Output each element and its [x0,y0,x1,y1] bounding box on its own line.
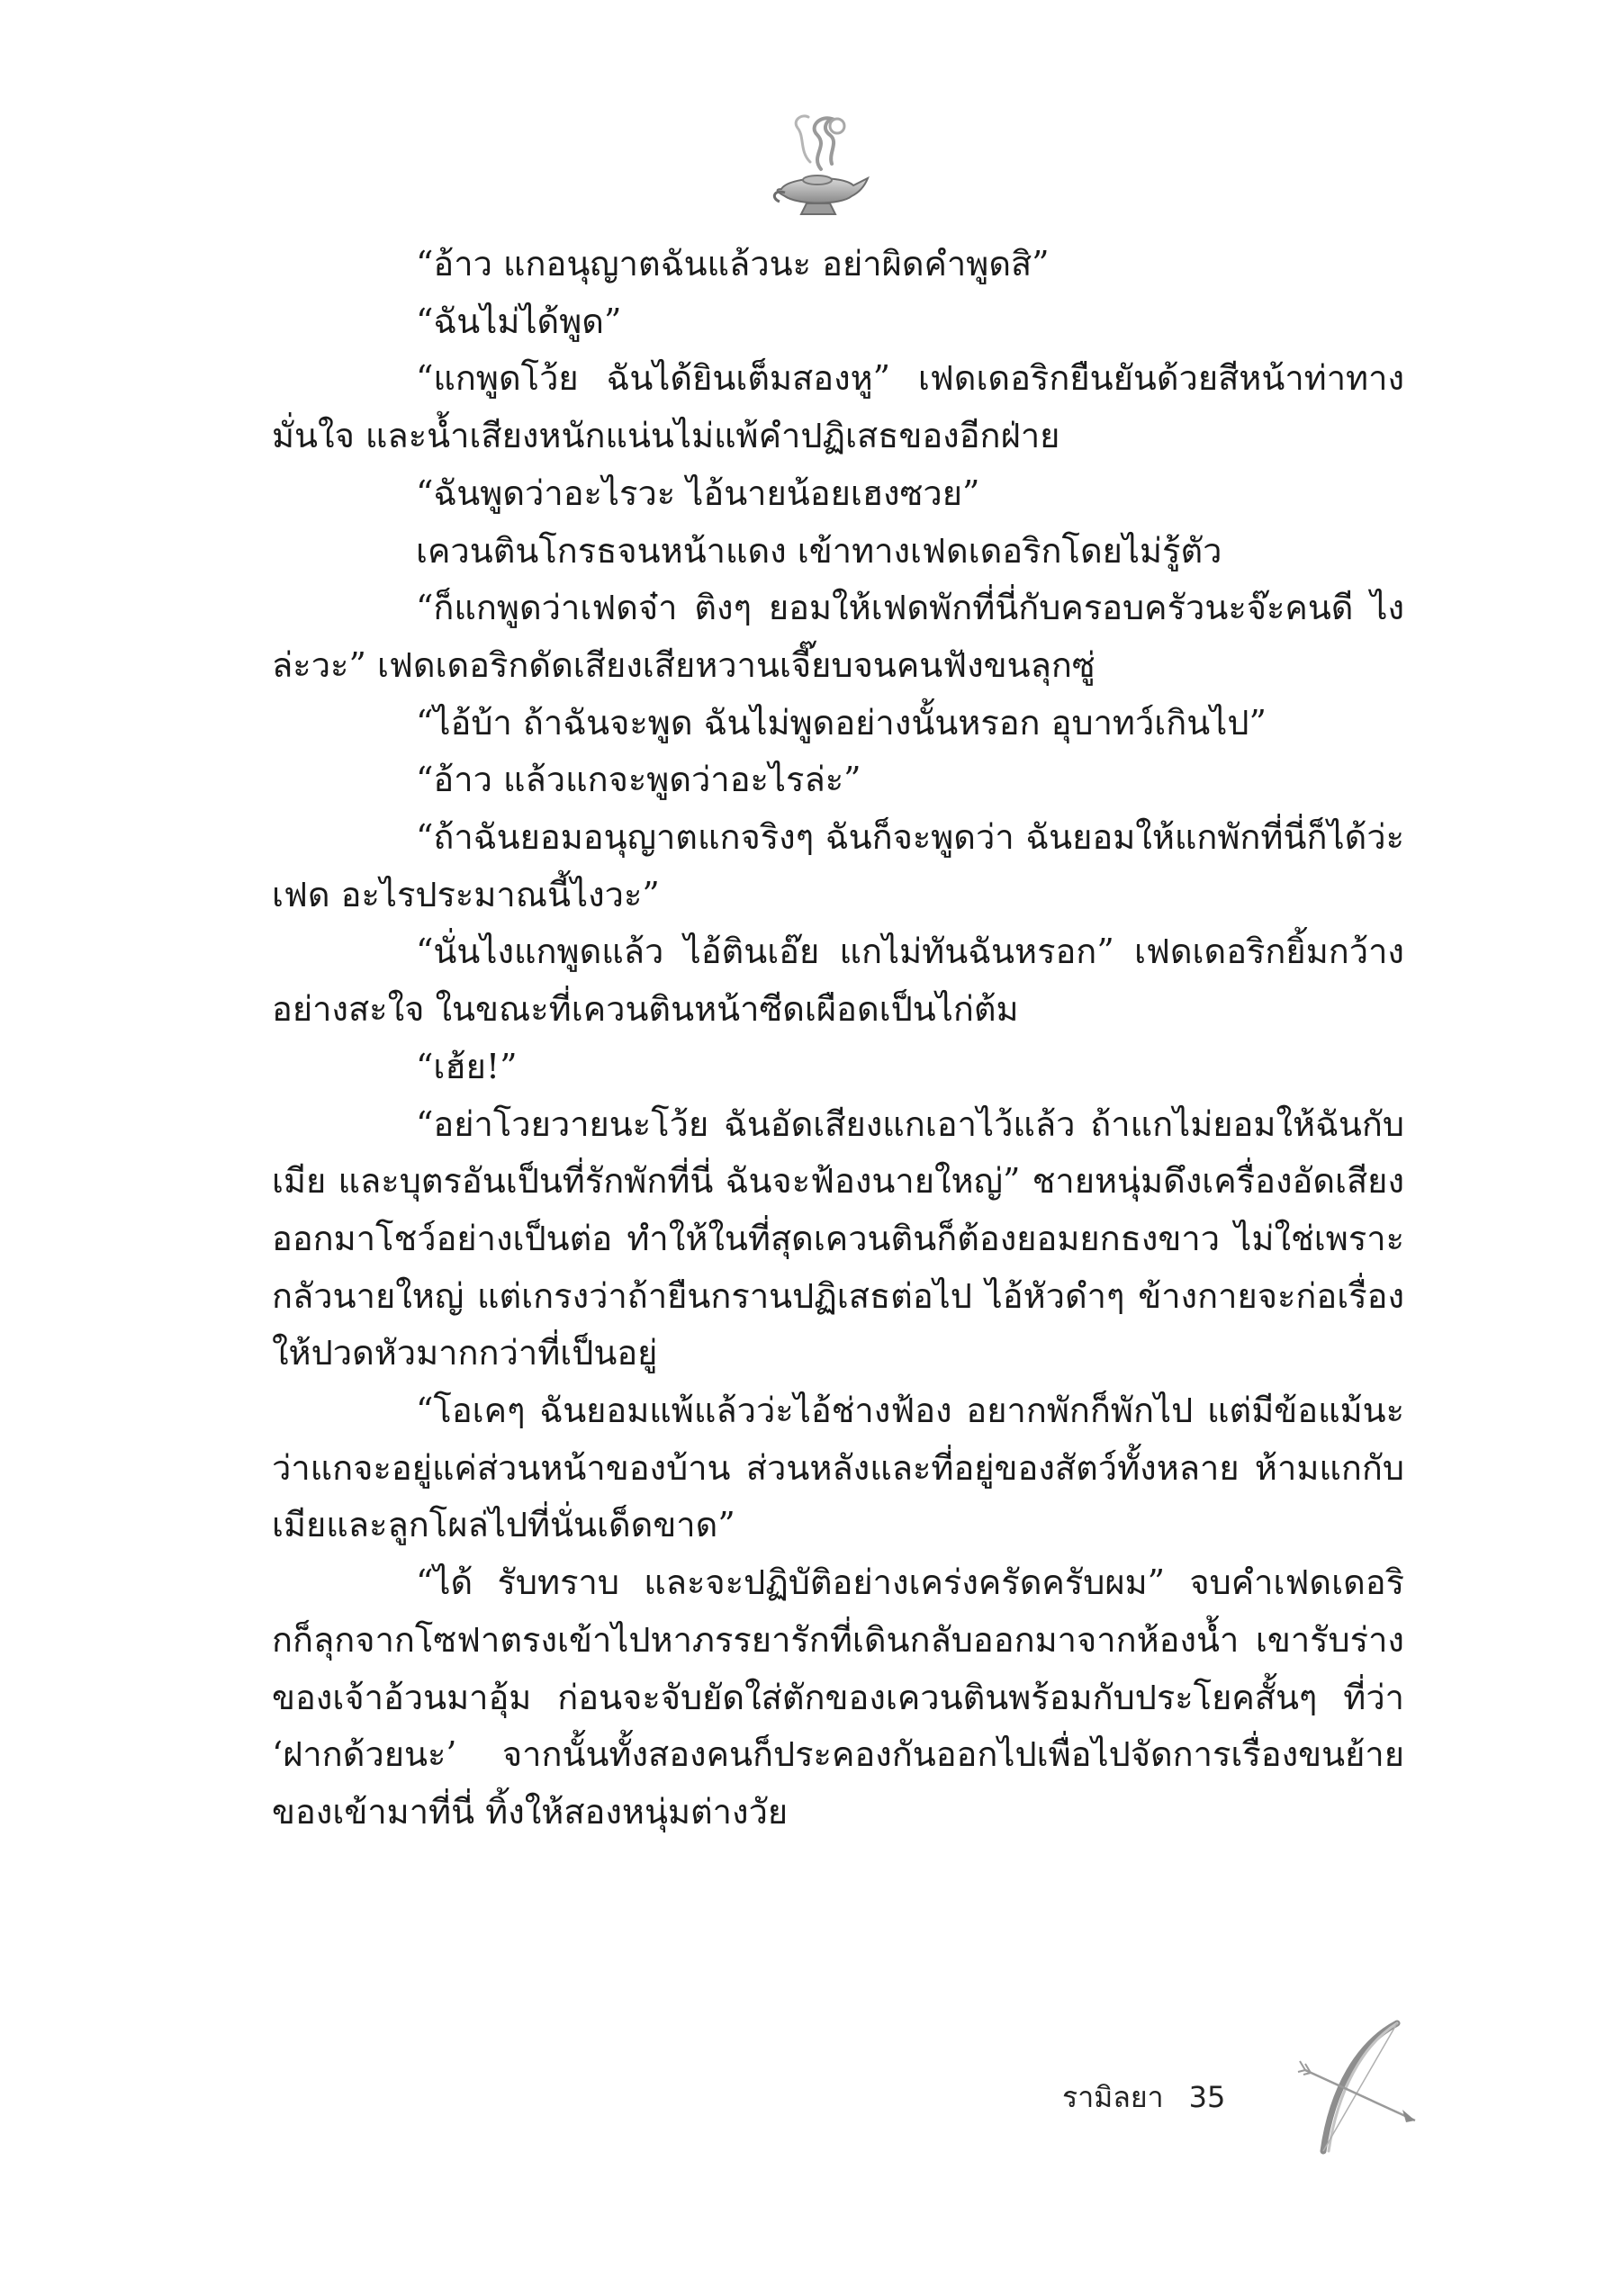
paragraph: “เฮ้ย!” [416,1046,518,1086]
paragraph: “นั่นไงแกพูดแล้ว ไอ้ตินเอ๊ย แกไม่ทันฉันหรอก” เฟดเดอริกยิ้มกว้างอย่างสะใจ ในขณะที่เควนตินหน้าซีดเผือดเป็นไก่ต้ม [272,932,1404,1030]
paragraph: “ฉันไม่ได้พูด” [416,301,622,341]
page-footer [1062,2070,1225,2124]
paragraph: “ก็แกพูดว่าเฟดจ๋า ติงๆ ยอมให้เฟดพักที่นี่กับครอบครัวนะจ๊ะคนดี ไงล่ะวะ” เฟดเดอริกดัดเสียงเสียหวานเจี๊ยบจนคนฟังขนลุกซู่ [272,588,1404,685]
paragraph: “อ้าว แล้วแกจะพูดว่าอะไรล่ะ” [416,760,861,800]
paragraph: “ถ้าฉันยอมอนุญาตแกจริงๆ ฉันก็จะพูดว่า ฉันยอมให้แกพักที่นี่ก็ได้ว่ะเฟด อะไรประมาณนี้ไงวะ” [272,817,1404,914]
bow-and-arrow-icon [1296,2016,1422,2160]
body-text [272,236,1404,1841]
paragraph: “อ้าว แกอนุญาตฉันแล้วนะ อย่าผิดคำพูดสิ” [416,244,1050,284]
paragraph: “อย่าโวยวายนะโว้ย ฉันอัดเสียงแกเอาไว้แล้ว ถ้าแกไม่ยอมให้ฉันกับเมีย และบุตรอันเป็นที่รักพักที่นี่ ฉันจะฟ้องนายใหญ่” ชายหนุ่มดึงเครื่องอัดเสียงออกมาโชว์อย่างเป็นต่อ ทำให้ในที่สุดเควนตินก็ต้องยอมยกธงขาว ไม่ใช่เพราะกลัวนายใหญ่ แต่เกรงว่าถ้ายืนกรานปฏิเสธต่อไป ไอ้หัวดำๆ ข้างกายจะก่อเรื่องให้ปวดหัวมากกว่าที่เป็นอยู่ [272,1103,1404,1373]
paragraph: “ไอ้บ้า ถ้าฉันจะพูด ฉันไม่พูดอย่างนั้นหรอก อุบาทว์เกินไป” [416,702,1267,743]
paragraph: “ฉันพูดว่าอะไรวะ ไอ้นายน้อยเฮงซวย” [416,473,980,513]
paragraph: “แกพูดโว้ย ฉันได้ยินเต็มสองหู” เฟดเดอริกยืนยันด้วยสีหน้าท่าทางมั่นใจ และน้ำเสียงหนักแน่นไม่แพ้คำปฏิเสธของอีกฝ่าย [272,358,1404,456]
genie-lamp-icon [765,106,873,223]
page-number: 35 [1188,2080,1226,2114]
paragraph: เควนตินโกรธจนหน้าแดง เข้าทางเฟดเดอริกโดยไม่รู้ตัว [416,530,1222,571]
author-name: รามิลยา [1062,2079,1164,2114]
paragraph: “โอเคๆ ฉันยอมแพ้แล้วว่ะไอ้ช่างฟ้อง อยากพักก็พักไป แต่มีข้อแม้นะว่าแกจะอยู่แค่ส่วนหน้าของบ้าน ส่วนหลังและที่อยู่ของสัตว์ทั้งหลาย ห้ามแกกับเมียและลูกโผล่ไปที่นั่นเด็ดขาด” [272,1391,1404,1545]
paragraph: “ได้ รับทราบ และจะปฏิบัติอย่างเคร่งครัดครับผม” จบคำเฟดเดอริกก็ลุกจากโซฟาตรงเข้าไปหาภรรยารักที่เดินกลับออกมาจากห้องน้ำ เขารับร่างของเจ้าอ้วนมาอุ้ม ก่อนจะจับยัดใส่ตักของเควนตินพร้อมกับประโยคสั้นๆ ที่ว่า ‘ฝากด้วยนะ’ จากนั้นทั้งสองคนก็ประคองกันออกไปเพื่อไปจัดการเรื่องขนย้ายของเข้ามาที่นี่ ทิ้งให้สองหนุ่มต่างวัย [272,1562,1404,1832]
